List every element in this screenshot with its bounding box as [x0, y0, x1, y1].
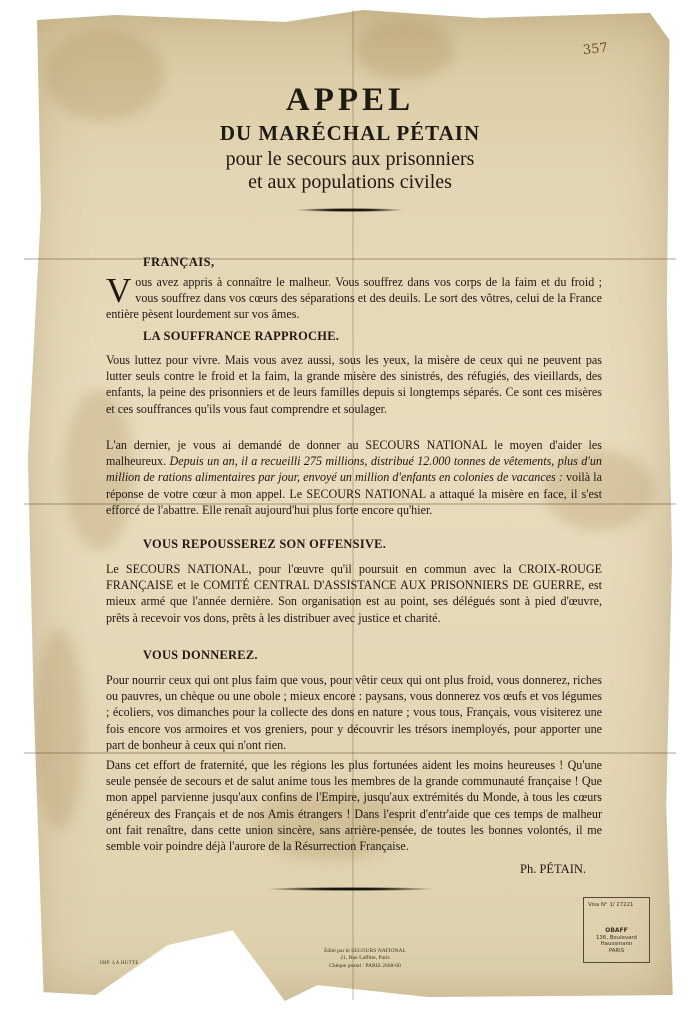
drop-cap: V	[106, 271, 132, 310]
footer-line: Édité par le SECOURS NATIONAL	[323, 948, 407, 954]
paragraph-5: Dans cet effort de fraternité, que les régions les plus fortunées aident les moins heureuses ! Qu'une seule pensée de secours et de salut anime tous les membres de la grande communauté française ! Que mon appel parvienne jusqu'aux confins de l'Empire, jusqu'aux extrémités du Monde, à tous les cœurs généreux des Français et de nos Amis étrangers ! Dans l'esprit d'entr'aide que ces temps de malheur ont fait renaître, dans cette union sincère, sans arrière-pensée, de toutes les bonnes volontés, il me semble voir poindre déjà l'aurore de la Résurrection Française.	[106, 758, 602, 854]
stamp-visa-number: Visa N° 1/ 27221	[588, 902, 634, 908]
paragraph-2	[106, 437, 602, 518]
stamp-org: OBAFF	[605, 927, 628, 934]
archive-number: 357	[582, 40, 609, 59]
stamp-street: 136, Boulevard Haussmann	[596, 934, 637, 947]
stain	[354, 20, 454, 80]
signature: Ph. PÉTAIN.	[520, 862, 587, 876]
intro-paragraph	[106, 271, 602, 323]
title-subtitle-1: pour le secours aux prisonniers	[225, 148, 475, 170]
heading-offensive: VOUS REPOUSSEREZ SON OFFENSIVE.	[143, 537, 387, 551]
stamp-address	[584, 928, 649, 954]
footer-rule	[265, 887, 435, 891]
intro-text: ous avez appris à connaître le malheur. Vous souffrez dans vos corps de la faim et du froid ; vous souffrez dans vos cœurs des séparations et des deuils. Le sort des vôtres, celui de la France entière pèsent lourdement sur vos âmes.	[106, 275, 602, 322]
paragraph-2-italic: Depuis un an, il a recueilli 275 millions, distribué 12.000 tonnes de vêtements, plus d'un million de rations alimentaires par jour, envoyé un million d'enfants en colonies de vacances :	[106, 454, 602, 485]
paragraph-4: Pour nourrir ceux qui ont plus faim que vous, pour vêtir ceux qui ont plus froid, vous donnerez, riches ou pauvres, un chèque ou une obole ; mieux encore : paysans, vous donnerez vos œufs et vos légumes ; écoliers, vos dimanches pour la collecte des dons en nature ; vous tous, Français, vous visiterez une fois encore vos armoires et vos greniers, pour y découvrir les trésors inemployés, pour apporter une part de bonheur à ceux qui n'ont rien.	[106, 673, 602, 752]
visa-stamp	[583, 897, 650, 963]
paragraph-3: Le SECOURS NATIONAL, pour l'œuvre qu'il poursuit en commun avec la CROIX-ROUGE FRANÇAISE et le COMITÉ CENTRAL D'ASSISTANCE AUX PRISONNIERS DE GUERRE, est mieux armé que l'année dernière. Son organisation est au point, ses délégués sont à pied d'œuvre, prêts à recevoir vos dons, prêts à les distribuer avec justice et charité.	[106, 562, 602, 625]
heading-donnerez: VOUS DONNEREZ.	[143, 648, 258, 662]
title-appel: APPEL	[285, 82, 415, 118]
footer-line: Chèque postal : PARIS 2668-00	[329, 962, 401, 969]
heading-souffrance: LA SOUFFRANCE RAPPROCHE.	[143, 329, 340, 343]
printer-mark: IMP. LA HUTTE	[100, 961, 139, 966]
stamp-city: PARIS	[608, 947, 625, 954]
paragraph-1: Vous luttez pour vivre. Mais vous avez aussi, sous les yeux, la misère de ceux qui ne peuvent pas lutter seuls contre le froid et la faim, la grande misère des sinistrés, des réfugiés, des vieillards, des enfants, la peine des prisonniers et de leurs familles depuis si longtemps séparés. Ce sont ces misères et ces souffrances qu'ils vous faut comprendre et soulager.	[106, 353, 602, 416]
footer-line: 21, Rue Laffitte, Paris	[340, 955, 390, 962]
title-author: DU MARÉCHAL PÉTAIN	[219, 121, 481, 145]
title-rule	[295, 208, 405, 212]
fold-line	[24, 258, 676, 260]
title-subtitle-2: et aux populations civiles	[248, 171, 452, 193]
stain	[34, 630, 84, 830]
paragraph-2-start: L'an dernier, je vous ai demandé de donner au SECOURS NATIONAL le moyen d'aider les malheureux.	[106, 438, 602, 469]
paragraph-2-end: voilà la réponse de votre cœur à mon appel. Le SECOURS NATIONAL a attaqué la misère en face, il s'est efforcé de l'abattre. Elle renaît aujourd'hui plus forte encore qu'hier.	[106, 470, 602, 517]
salutation: FRANÇAIS,	[143, 255, 215, 269]
publisher-footer	[290, 948, 440, 970]
